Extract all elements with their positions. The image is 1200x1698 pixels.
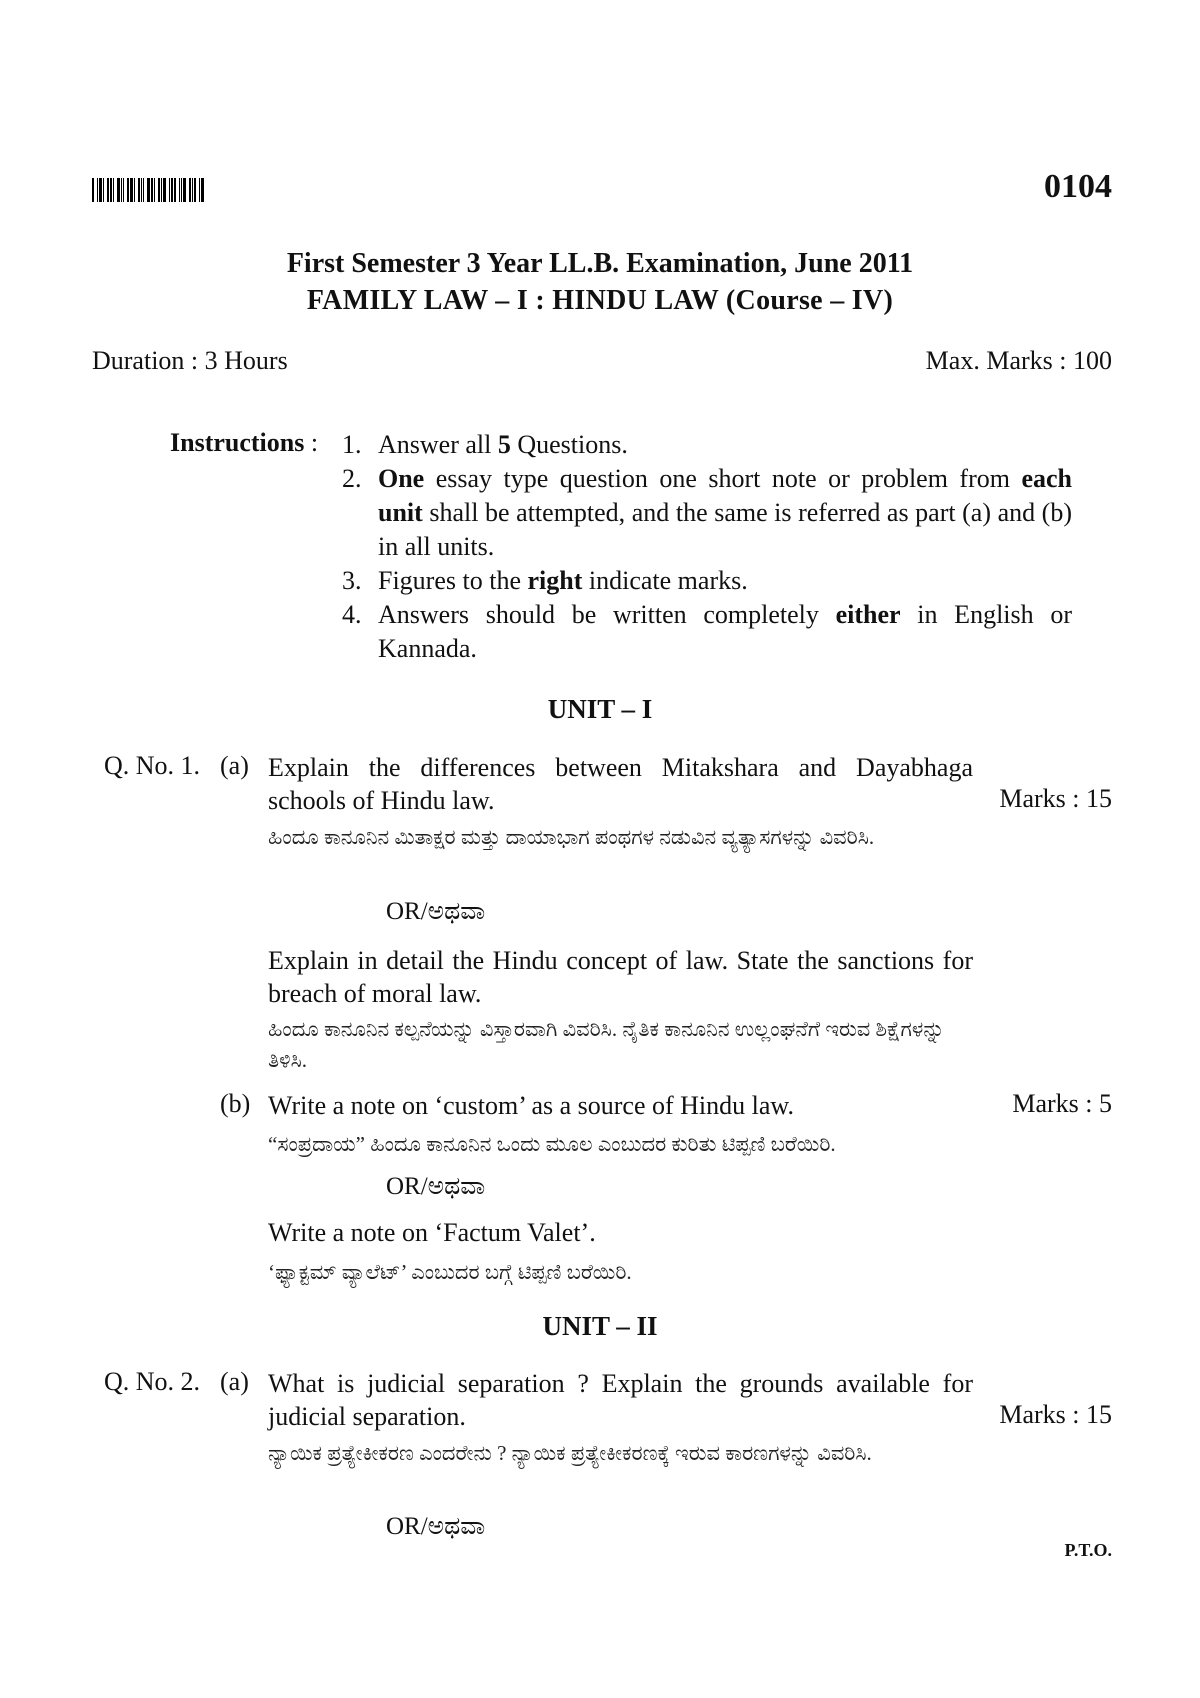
barcode-bar	[110, 178, 112, 202]
question-text: Explain the differences between Mitakshara and Dayabhaga schools of Hindu law.	[268, 753, 973, 815]
instruction-item	[342, 462, 1072, 564]
marks-label: Marks : 15	[999, 1400, 1112, 1429]
barcode-bar	[171, 178, 173, 202]
instruction-text: Answer all 5 Questions.	[378, 430, 628, 459]
marks-label: Marks : 5	[1012, 1089, 1112, 1118]
barcode-bar	[163, 178, 166, 202]
barcode-bar	[181, 178, 182, 202]
paper-code: 0104	[1044, 168, 1112, 205]
barcode-bar	[123, 178, 124, 202]
barcode	[92, 178, 230, 202]
instruction-item	[342, 598, 1072, 666]
question-text-kannada: ‘ಫ್ಯಾಕ್ಟಮ್ ವ್ಯಾಲೆಟ್’ ಎಂಬುದರ ಬಗ್ಗೆ ಟಿಪ್ಪಣಿ ಬರೆಯಿರಿ.	[268, 1260, 632, 1284]
or-separator: OR/ಅಥವಾ	[386, 1513, 486, 1540]
question-text-kannada: “ಸಂಪ್ರದಾಯ” ಹಿಂದೂ ಕಾನೂನಿನ ಒಂದು ಮೂಲ ಎಂಬುದರ ಕುರಿತು ಟಿಪ್ಪಣಿ ಬರೆಯಿರಿ.	[268, 1132, 836, 1156]
barcode-bar	[154, 178, 155, 202]
barcode-bar	[141, 178, 142, 202]
marks-label: Marks : 15	[999, 784, 1112, 813]
barcode-bar	[189, 178, 191, 202]
page-turn-over: P.T.O.	[1064, 1540, 1112, 1560]
barcode-bar	[179, 178, 180, 202]
barcode-bar	[201, 178, 204, 202]
instruction-text: Answers should be written completely either in English or Kannada.	[378, 600, 1072, 663]
barcode-bar	[117, 178, 120, 202]
barcode-bar	[127, 178, 129, 202]
instruction-number: 4.	[342, 600, 362, 629]
barcode-bar	[192, 178, 193, 202]
question-number: Q. No. 1.	[104, 751, 201, 780]
barcode-bar	[92, 178, 94, 202]
barcode-bar	[183, 178, 186, 202]
question-part-label: (a)	[220, 751, 249, 780]
instruction-number: 1.	[342, 430, 362, 459]
max-marks: Max. Marks : 100	[925, 346, 1112, 375]
barcode-bar	[161, 178, 162, 202]
instruction-item	[342, 428, 1072, 462]
instruction-text: Figures to the right indicate marks.	[378, 566, 748, 595]
duration: Duration : 3 Hours	[92, 346, 288, 375]
question-number: Q. No. 2.	[104, 1367, 201, 1396]
subject-title: FAMILY LAW – I : HINDU LAW (Course – IV)	[306, 285, 894, 316]
barcode-bar	[99, 178, 102, 202]
barcode-bar	[147, 178, 150, 202]
barcode-bar	[158, 178, 160, 202]
barcode-bar	[199, 178, 200, 202]
question-part-label: (a)	[220, 1367, 249, 1396]
barcode-bar	[130, 178, 133, 202]
question-part-label: (b)	[220, 1089, 251, 1118]
instruction-text: One essay type question one short note or problem from each unit shall be attempted, and the same is referred as part (a) and (b) in all units.	[378, 464, 1072, 561]
barcode-bar	[143, 178, 144, 202]
barcode-bar	[138, 178, 140, 202]
barcode-bar	[103, 178, 104, 202]
barcode-bar	[169, 178, 170, 202]
barcode-bar	[174, 178, 176, 202]
question-text: Write a note on ‘custom’ as a source of Hindu law.	[268, 1091, 795, 1120]
instruction-number: 3.	[342, 566, 362, 595]
question-text: What is judicial separation ? Explain the grounds available for judicial separation.	[268, 1369, 973, 1431]
barcode-bar	[97, 178, 98, 202]
exam-title: First Semester 3 Year LL.B. Examination, June 2011	[286, 248, 914, 279]
unit-heading: UNIT – II	[542, 1311, 658, 1341]
question-text: Write a note on ‘Factum Valet’.	[268, 1218, 596, 1247]
instruction-number: 2.	[342, 464, 362, 493]
barcode-bar	[121, 178, 122, 202]
or-separator: OR/ಅಥವಾ	[386, 898, 486, 925]
barcode-bar	[194, 178, 196, 202]
question-text-kannada: ಹಿಂದೂ ಕಾನೂನಿನ ಮಿತಾಕ್ಷರ ಮತ್ತು ದಾಯಾಭಾಗ ಪಂಥಗಳ ನಡುವಿನ ವ್ಯತ್ಯಾಸಗಳನ್ನು ವಿವರಿಸಿ.	[268, 825, 875, 849]
unit-heading: UNIT – I	[547, 694, 653, 724]
barcode-bar	[151, 178, 153, 202]
instructions-heading: Instructions	[170, 428, 305, 457]
barcode-bar	[134, 178, 135, 202]
question-text: Explain in detail the Hindu concept of law. State the sanctions for breach of moral law.	[268, 946, 973, 1008]
instructions-separator: :	[304, 428, 319, 457]
barcode-bar	[107, 178, 109, 202]
barcode-bar	[113, 178, 114, 202]
instructions-list	[342, 428, 1072, 666]
question-text-kannada: ನ್ಯಾಯಿಕ ಪ್ರತ್ಯೇಕೀಕರಣ ಎಂದರೇನು ? ನ್ಯಾಯಿಕ ಪ್ರತ್ಯೇಕೀಕರಣಕ್ಕೆ ಇರುವ ಕಾರಣಗಳನ್ನು ವಿವರಿಸಿ.	[268, 1441, 872, 1465]
or-separator: OR/ಅಥವಾ	[386, 1173, 486, 1200]
question-text-kannada: ಹಿಂದೂ ಕಾನೂನಿನ ಕಲ್ಪನೆಯನ್ನು ವಿಸ್ತಾರವಾಗಿ ವಿವರಿಸಿ. ನೈತಿಕ ಕಾನೂನಿನ ಉಲ್ಲಂಘನೆಗೆ ಇರುವ ಶಿಕ್ಷೆಗಳನ್ನು ತಿಳಿಸಿ.	[268, 1017, 945, 1072]
instructions-label	[170, 428, 318, 458]
instruction-item	[342, 564, 1072, 598]
